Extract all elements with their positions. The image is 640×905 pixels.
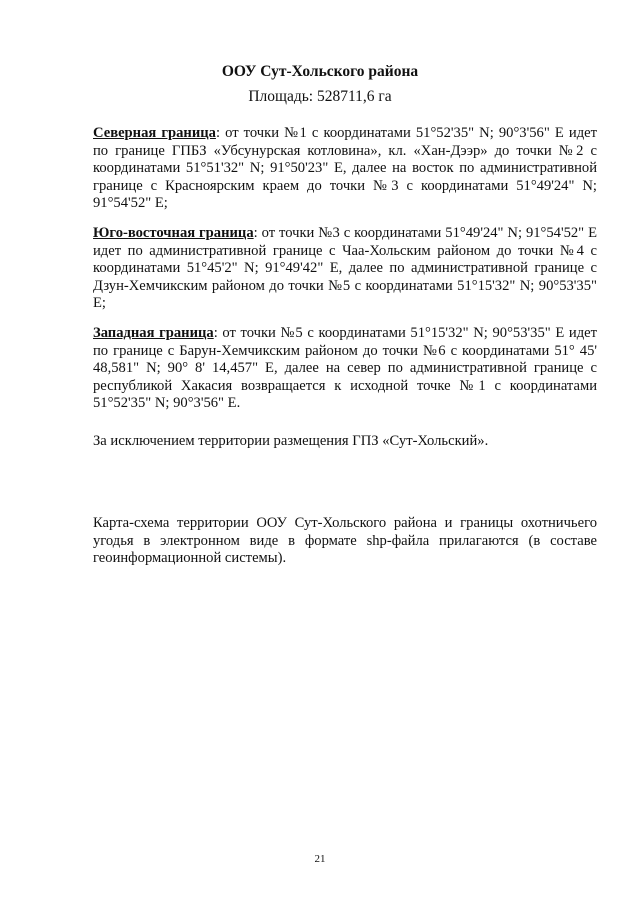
southeast-boundary-heading: Юго-восточная граница [93,225,254,241]
exclusion-note: За исключением территории размещения ГПЗ «Сут-Хольский». [93,433,489,449]
west-boundary-paragraph [93,325,597,413]
west-boundary-heading: Западная граница [93,325,214,341]
southeast-boundary-paragraph [93,225,597,313]
area-line: Площадь: 528711,6 га [248,88,392,105]
map-note: Карта-схема территории ООУ Сут-Хольского района и границы охотничьего угодья в электронном виде в формате shp-файла прилагаются (в составе геоинформационной системы). [93,515,597,567]
page-number: 21 [314,853,326,865]
north-boundary-heading: Северная граница [93,125,216,141]
document-title: ООУ Сут-Хольского района [221,63,419,80]
west-boundary-text: : от точки №5 с координатами 51°15'32" N; 90°53'35" E идет по границе с Барун-Хемчикским районом до точки №6 с координатами 51° 45' 48,581" N; 90° 8' 14,457" E, далее на север по административной границе с республикой Хакасия возвращается к исходной точке №1 с координатами 51°52'35" N; 90°3'56" E. [93,325,597,412]
north-boundary-text: : от точки №1 с координатами 51°52'35" N; 90°3'56" E идет по границе ГПБЗ «Убсунурская котловина», кл. «Хан-Дээр» до точки №2 с координатами 51°51'32" N; 91°50'23" E, далее на восток по административной границе с Красноярским краем до точки №3 с координатами 51°49'24" N; 91°54'52" E; [93,125,597,212]
southeast-boundary-text: : от точки №3 с координатами 51°49'24" N; 91°54'52" E идет по административной границе с Чаа-Хольским районом до точки №4 с координатами 51°45'2" N; 91°49'42" E, далее по административной границе с Дзун-Хемчикским районом до точки №5 с координатами 51°15'32" N; 90°53'35" E; [93,225,597,312]
north-boundary-paragraph [93,125,597,213]
